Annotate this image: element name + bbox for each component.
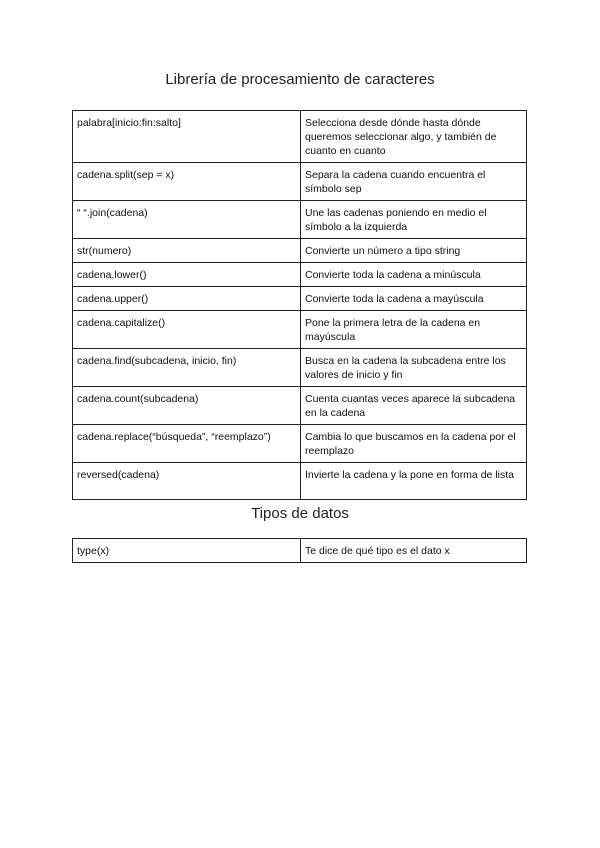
description-cell: Pone la primera letra de la cadena en mayúscula (301, 311, 527, 349)
function-cell: type(x) (73, 539, 301, 563)
description-cell: Convierte toda la cadena a mayúscula (301, 287, 527, 311)
function-cell: cadena.capitalize() (73, 311, 301, 349)
description-cell: Cambia lo que buscamos en la cadena por el reemplazo (301, 425, 527, 463)
function-cell: reversed(cadena) (73, 463, 301, 500)
description-cell: Invierte la cadena y la pone en forma de lista (301, 463, 527, 500)
table-row (73, 463, 527, 500)
table-row (73, 201, 527, 239)
function-cell: “ “.join(cadena) (73, 201, 301, 239)
function-cell: cadena.count(subcadena) (73, 387, 301, 425)
table-row (73, 263, 527, 287)
section-title-string-library: Librería de procesamiento de caracteres (165, 71, 435, 88)
function-cell: str(numero) (73, 239, 301, 263)
table-row (73, 239, 527, 263)
description-cell: Separa la cadena cuando encuentra el símbolo sep (301, 163, 527, 201)
table-row (73, 111, 527, 163)
function-cell: cadena.replace(“búsqueda”, “reemplazo”) (73, 425, 301, 463)
function-cell: cadena.lower() (73, 263, 301, 287)
description-cell: Busca en la cadena la subcadena entre los valores de inicio y fin (301, 349, 527, 387)
description-cell: Selecciona desde dónde hasta dónde queremos seleccionar algo, y también de cuanto en cuanto (301, 111, 527, 163)
table-row (73, 311, 527, 349)
description-cell: Te dice de qué tipo es el dato x (301, 539, 527, 563)
table-row (73, 425, 527, 463)
function-cell: palabra[inicio:fin:salto] (73, 111, 301, 163)
description-cell: Cuenta cuantas veces aparece la subcadena en la cadena (301, 387, 527, 425)
table-row (73, 287, 527, 311)
string-functions-table (72, 110, 527, 500)
table-row (73, 163, 527, 201)
table-row (73, 387, 527, 425)
function-cell: cadena.upper() (73, 287, 301, 311)
table-row (73, 349, 527, 387)
table-row (73, 539, 527, 563)
section-title-data-types: Tipos de datos (251, 505, 349, 522)
description-cell: Convierte toda la cadena a minúscula (301, 263, 527, 287)
description-cell: Convierte un número a tipo string (301, 239, 527, 263)
data-types-table (72, 538, 527, 563)
function-cell: cadena.split(sep = x) (73, 163, 301, 201)
function-cell: cadena.find(subcadena, inicio, fin) (73, 349, 301, 387)
description-cell: Une las cadenas poniendo en medio el símbolo a la izquierda (301, 201, 527, 239)
